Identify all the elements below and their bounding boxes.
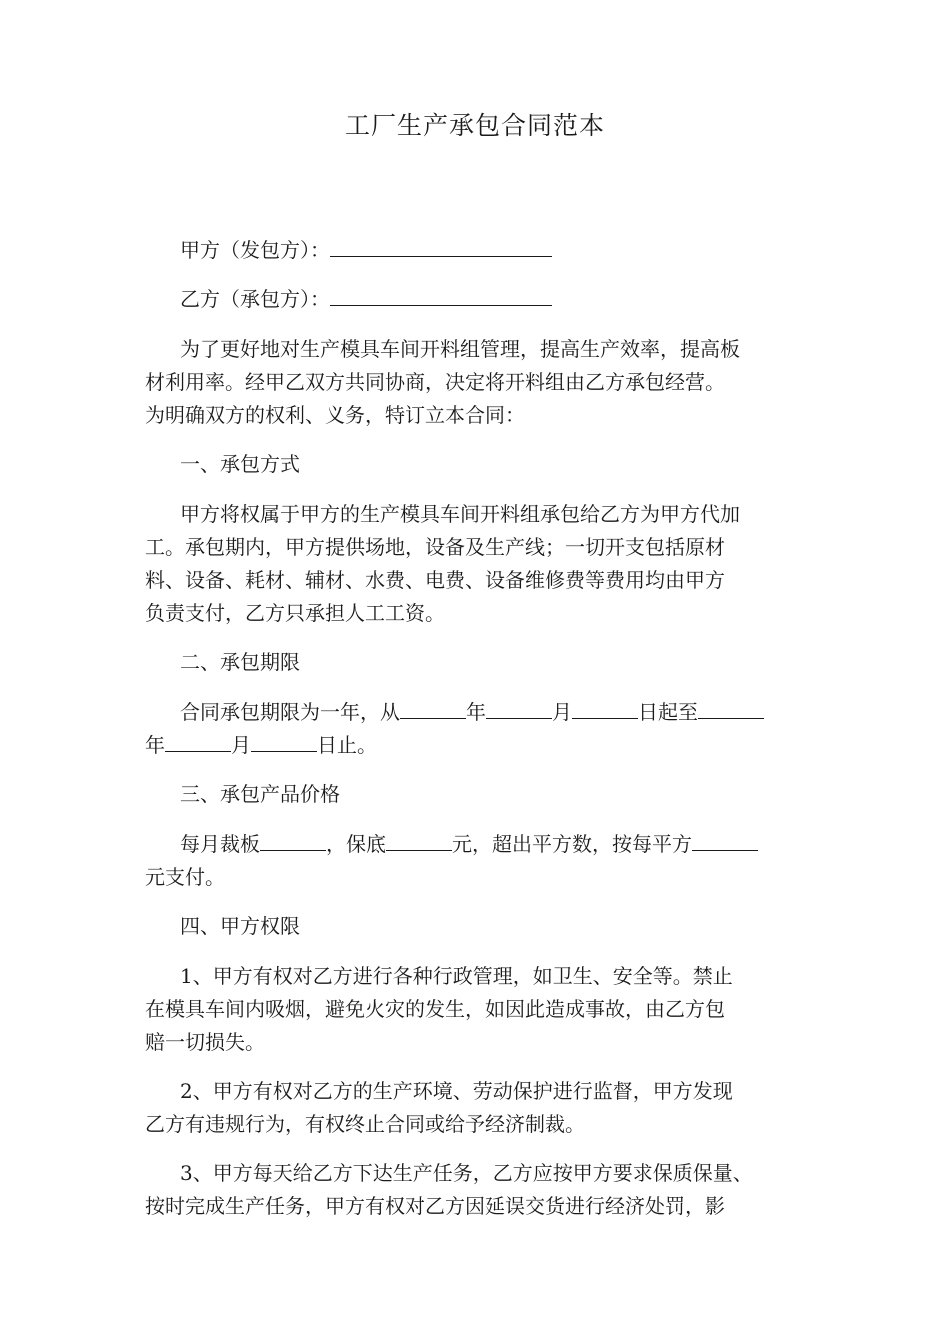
start-day-blank — [572, 698, 638, 719]
paragraph-line: 料、设备、耗材、辅材、水费、电费、设备维修费等费用均由甲方 — [145, 568, 725, 592]
paragraph-line: 为明确双方的权利、义务，特订立本合同： — [145, 403, 525, 427]
section-heading: 一、承包方式 — [180, 452, 300, 476]
day-label: 日起至 — [638, 700, 698, 724]
section-heading: 二、承包期限 — [180, 650, 300, 674]
term-line — [145, 729, 377, 761]
term-line — [180, 696, 764, 728]
price-text: 每月裁板 — [180, 832, 260, 856]
party-a-label: 甲方（发包方）： — [180, 238, 330, 262]
board-blank — [260, 830, 326, 851]
start-month-blank — [486, 698, 552, 719]
price-line — [180, 828, 758, 860]
paragraph-line: 1、甲方有权对乙方进行各种行政管理，如卫生、安全等。禁止 — [180, 964, 733, 988]
party-b-line — [180, 283, 552, 315]
paragraph-line: 赔一切损失。 — [145, 1030, 265, 1054]
paragraph-line: 负责支付，乙方只承担人工工资。 — [145, 601, 445, 625]
party-b-label: 乙方（承包方）： — [180, 287, 330, 311]
year-label: 年 — [466, 700, 486, 724]
year-label: 年 — [145, 733, 165, 757]
month-label: 月 — [231, 733, 251, 757]
paragraph-line: 元支付。 — [145, 865, 225, 889]
party-a-blank — [330, 236, 552, 257]
end-year-blank — [698, 698, 764, 719]
month-label: 月 — [552, 700, 572, 724]
end-month-blank — [165, 731, 231, 752]
unit-price-blank — [692, 830, 758, 851]
price-text: 元，超出平方数，按每平方 — [452, 832, 692, 856]
paragraph-line: 3、甲方每天给乙方下达生产任务，乙方应按甲方要求保质保量、 — [180, 1161, 753, 1185]
paragraph-line: 工。承包期内，甲方提供场地，设备及生产线；一切开支包括原材 — [145, 535, 725, 559]
document-title: 工厂生产承包合同范本 — [344, 111, 605, 140]
paragraph-line: 为了更好地对生产模具车间开料组管理，提高生产效率，提高板 — [180, 337, 740, 361]
party-a-line — [180, 234, 552, 266]
section-heading: 四、甲方权限 — [180, 914, 300, 938]
paragraph-line: 在模具车间内吸烟，避免火灾的发生，如因此造成事故，由乙方包 — [145, 997, 725, 1021]
start-year-blank — [400, 698, 466, 719]
paragraph-line: 甲方将权属于甲方的生产模具车间开料组承包给乙方为甲方代加 — [180, 502, 740, 526]
paragraph-line: 乙方有违规行为，有权终止合同或给予经济制裁。 — [145, 1112, 585, 1136]
paragraph-line: 材利用率。经甲乙双方共同协商，决定将开料组由乙方承包经营。 — [145, 370, 725, 394]
term-text: 合同承包期限为一年，从 — [180, 700, 400, 724]
party-b-blank — [330, 285, 552, 306]
paragraph-line: 按时完成生产任务，甲方有权对乙方因延误交货进行经济处罚，影 — [145, 1194, 725, 1218]
paragraph-line: 2、甲方有权对乙方的生产环境、劳动保护进行监督，甲方发现 — [180, 1079, 733, 1103]
price-text: ，保底 — [326, 832, 386, 856]
end-day-blank — [251, 731, 317, 752]
guarantee-blank — [386, 830, 452, 851]
section-heading: 三、承包产品价格 — [180, 782, 340, 806]
day-label: 日止。 — [317, 733, 377, 757]
